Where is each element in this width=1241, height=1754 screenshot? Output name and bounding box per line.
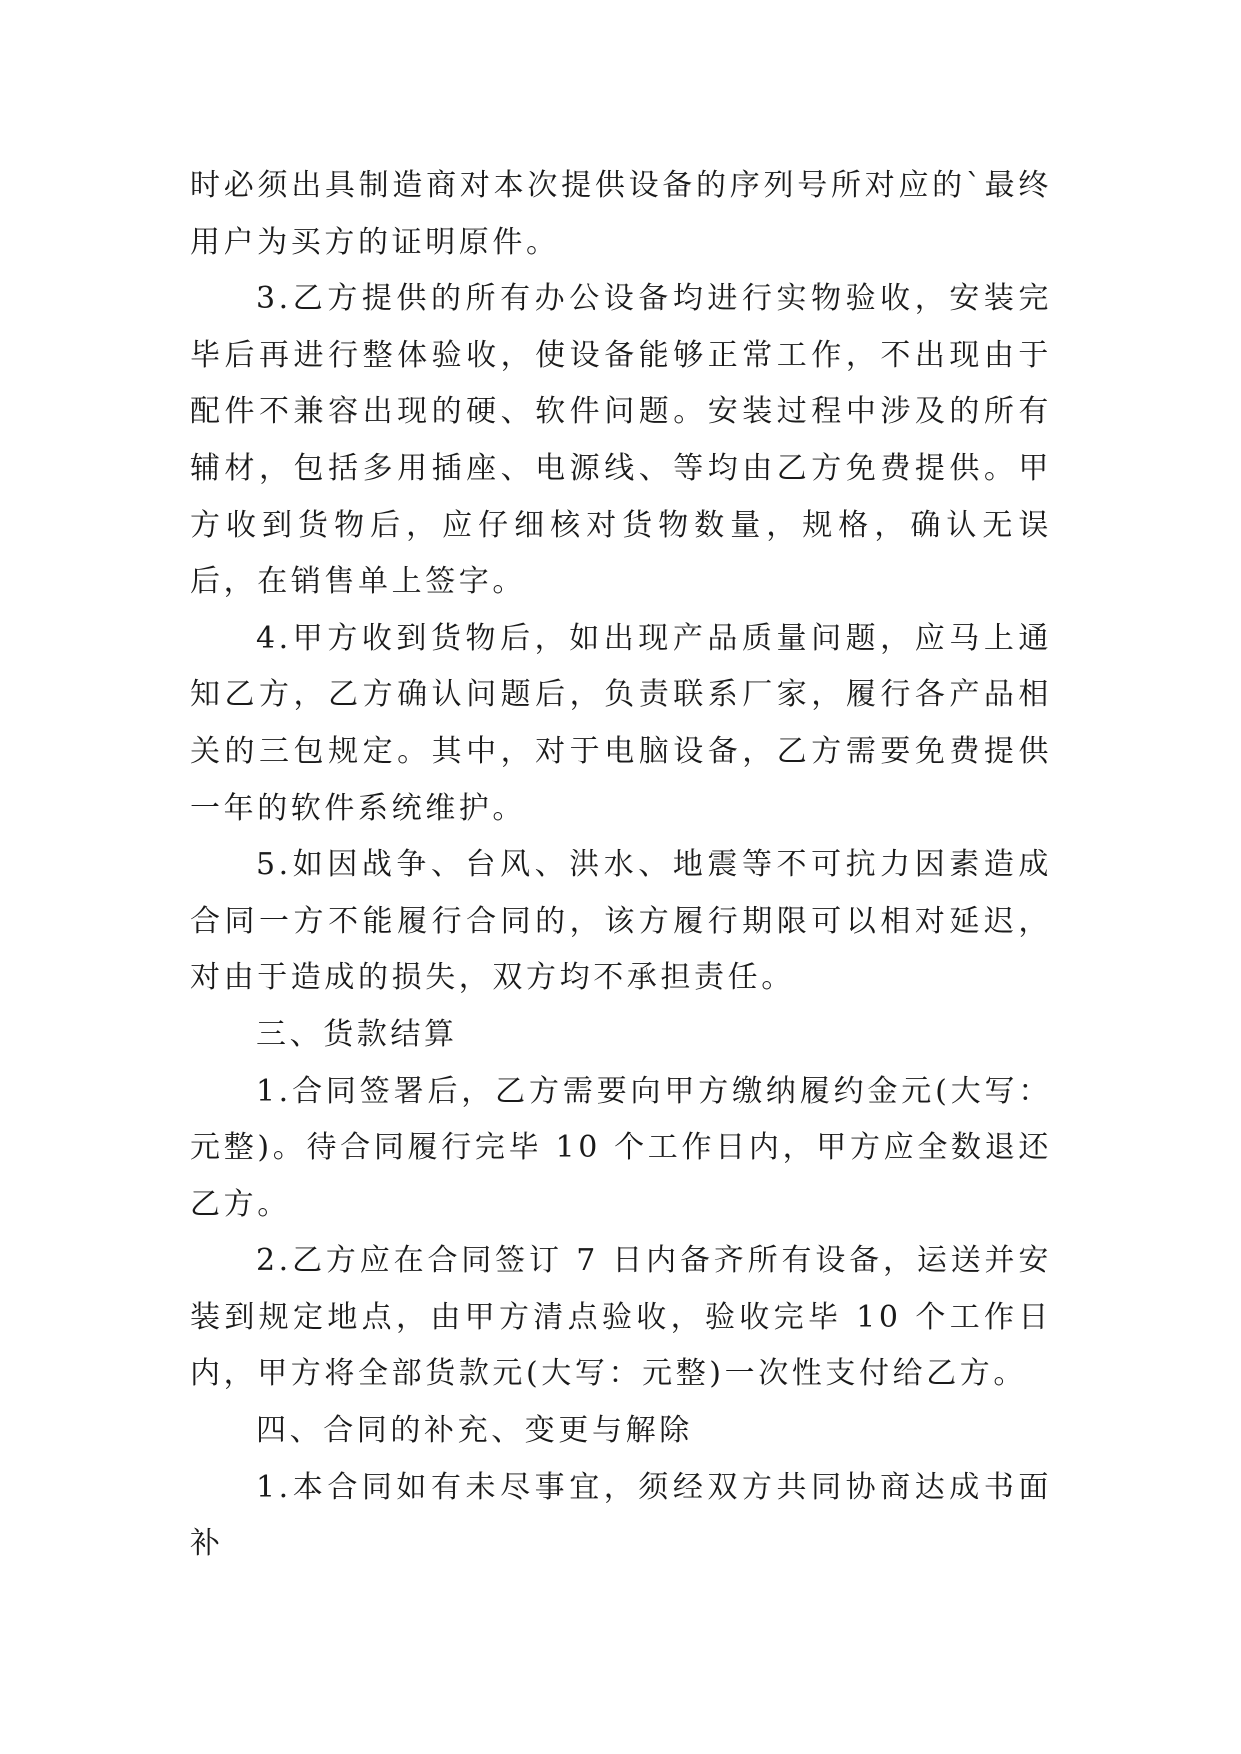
document-body [190, 158, 1052, 1573]
paragraph-2: 3.乙方提供的所有办公设备均进行实物验收，安装完毕后再进行整体验收，使设备能够正常工作，不出现由于配件不兼容出现的硬、软件问题。安装过程中涉及的所有辅材，包括多用插座、电源线、等均由乙方免费提供。甲方收到货物后，应仔细核对货物数量，规格，确认无误后，在销售单上签字。 [190, 281, 1052, 600]
paragraph-1: 时必须出具制造商对本次提供设备的序列号所对应的`最终用户为买方的证明原件。 [190, 168, 1052, 260]
paragraph-9: 1.本合同如有未尽事宜，须经双方共同协商达成书面补 [190, 1469, 1052, 1562]
section-heading-amendment: 四、合同的补充、变更与解除 [256, 1413, 693, 1449]
section-heading-payment: 三、货款结算 [256, 1016, 458, 1052]
paragraph-7: 2.乙方应在合同签订 7 日内备齐所有设备，运送并安装到规定地点，由甲方清点验收，验收完毕 10 个工作日内，甲方将全部货款元(大写：元整)一次性支付给乙方。 [190, 1243, 1052, 1392]
paragraph-6: 1.合同签署后，乙方需要向甲方缴纳履约金元(大写：元整)。待合同履行完毕 10 个工作日内，甲方应全数退还乙方。 [190, 1073, 1052, 1222]
paragraph-3: 4.甲方收到货物后，如出现产品质量问题，应马上通知乙方，乙方确认问题后，负责联系厂家，履行各产品相关的三包规定。其中，对于电脑设备，乙方需要免费提供一年的软件系统维护。 [190, 620, 1052, 826]
paragraph-4: 5.如因战争、台风、洪水、地震等不可抗力因素造成合同一方不能履行合同的，该方履行期限可以相对延迟，对由于造成的损失，双方均不承担责任。 [190, 847, 1052, 996]
